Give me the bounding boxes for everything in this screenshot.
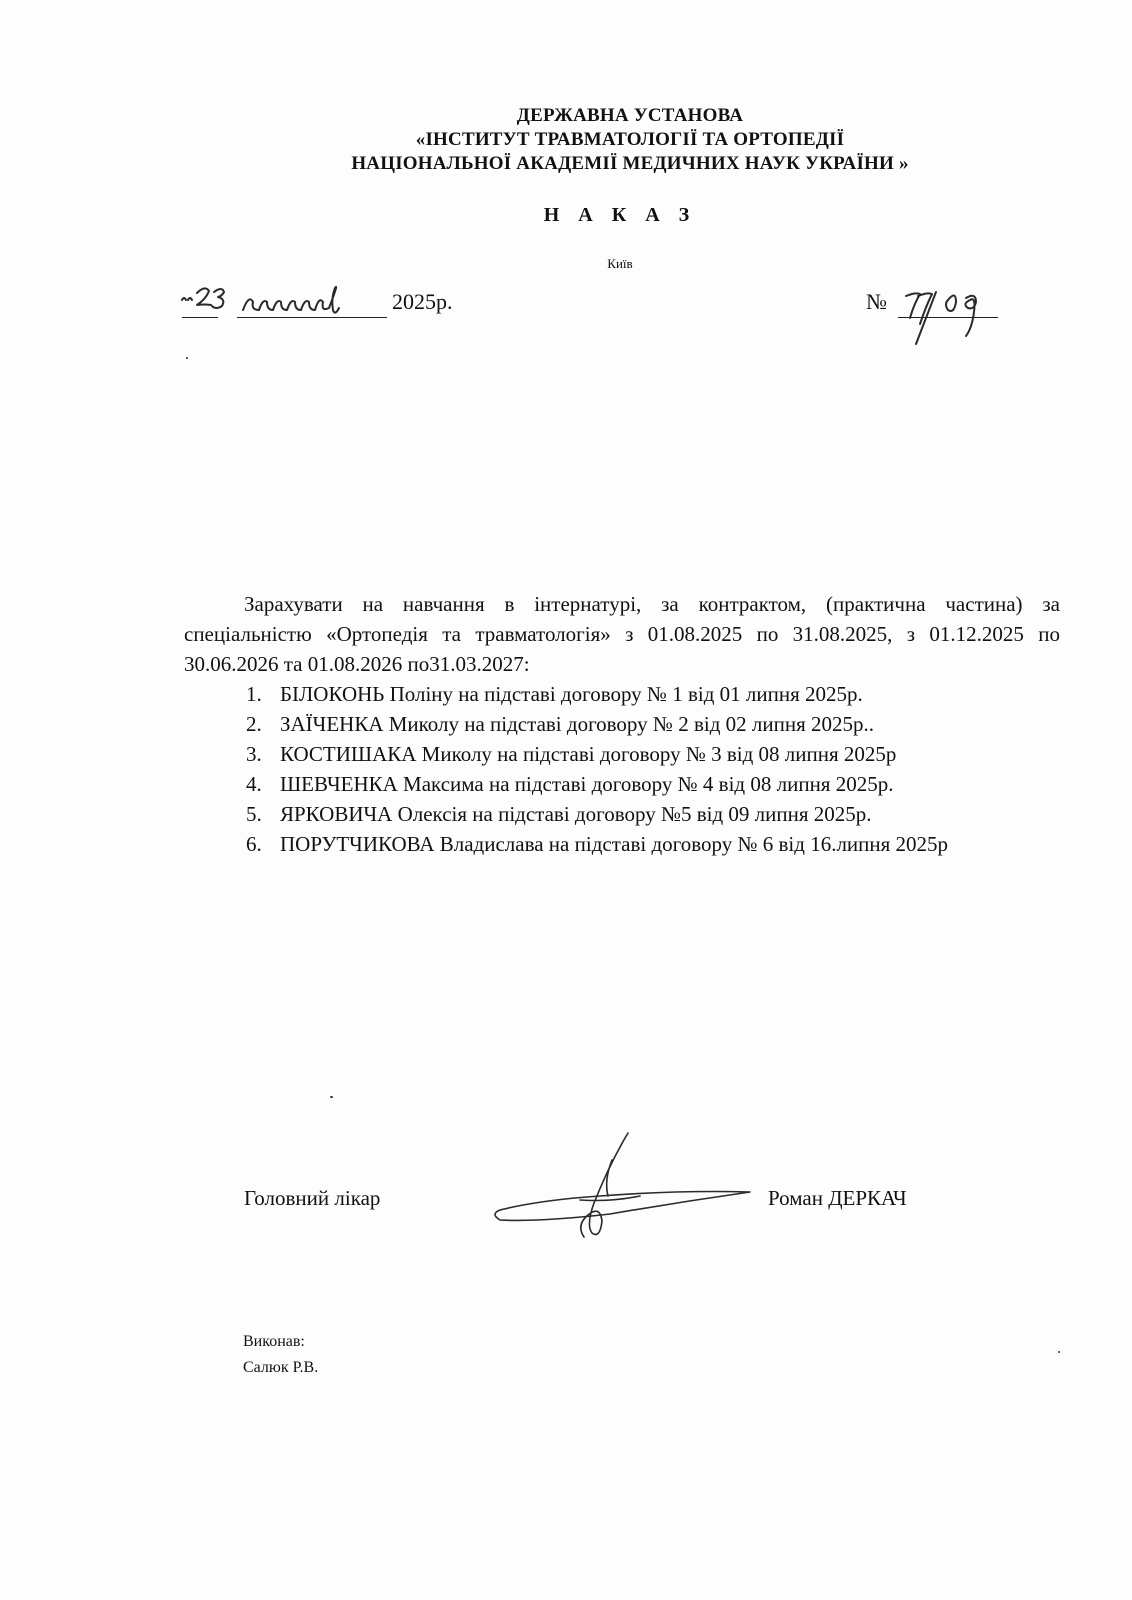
list-item — [184, 799, 1060, 829]
header-line-2: «ІНСТИТУТ ТРАВМАТОЛОГІЇ ТА ОРТОПЕДІЇ — [415, 129, 845, 150]
date-year: 2025р. — [392, 289, 453, 314]
scan-speck — [330, 1096, 333, 1098]
order-title: Н А К А З — [543, 204, 697, 226]
list-item-text: ШЕВЧЕНКА Максима на підставі договору № 4 від 08 липня 2025р. — [280, 772, 894, 796]
list-item — [184, 769, 1060, 799]
list-item-text: ПОРУТЧИКОВА Владислава на підставі договору № 6 від 16.липня 2025р — [280, 832, 949, 856]
list-item-number: 3. — [246, 742, 262, 766]
list-item — [184, 829, 1060, 859]
list-item-text: ЯРКОВИЧА Олексія на підставі договору №5 від 09 липня 2025р. — [280, 802, 872, 826]
order-city: Київ — [607, 256, 633, 271]
order-number-sign: № — [866, 289, 887, 314]
list-item-text: БІЛОКОНЬ Поліну на підставі договору № 1 від 01 липня 2025р. — [280, 682, 863, 706]
list-item — [184, 739, 1060, 769]
list-item — [184, 709, 1060, 739]
handwritten-date-number — [0, 0, 1132, 400]
list-item-number: 1. — [246, 682, 262, 706]
list-item-number: 4. — [246, 772, 262, 796]
header-line-1: ДЕРЖАВНА УСТАНОВА — [516, 105, 744, 126]
header-line-3: НАЦІОНАЛЬНОЇ АКАДЕМІЇ МЕДИЧНИХ НАУК УКРАЇНИ » — [351, 153, 909, 174]
executor-label: Виконав: — [243, 1333, 305, 1350]
handwritten-number — [906, 292, 976, 344]
list-item-number: 5. — [246, 802, 262, 826]
scan-speck — [1058, 1351, 1060, 1353]
scan-speck — [186, 357, 188, 359]
enrollment-list — [184, 679, 1060, 859]
list-item-number: 6. — [246, 832, 262, 856]
list-item-text: ЗАЇЧЕНКА Миколу на підставі договору № 2 від 02 липня 2025р.. — [280, 712, 874, 736]
list-item-number: 2. — [246, 712, 262, 736]
signer-position: Головний лікар — [244, 1186, 381, 1210]
handwritten-day — [182, 288, 224, 308]
order-body — [184, 589, 1060, 859]
signer-name: Роман ДЕРКАЧ — [768, 1186, 907, 1210]
executor-block — [243, 1329, 318, 1381]
signature-block — [244, 1186, 964, 1246]
handwritten-month — [243, 287, 339, 313]
executor-name: Салюк Р.В. — [243, 1359, 319, 1376]
list-item — [184, 679, 1060, 709]
list-item-text: КОСТИШАКА Миколу на підставі договору № 3 від 08 липня 2025р — [280, 742, 897, 766]
order-intro: Зарахувати на навчання в інтернатурі, за контрактом, (практична частина) за спеціальністю «Ортопедія та травматологія» з 01.08.2025 по 31.08.2025, з 01.12.2025 по 30.06.2026 та 01.08.2026 по31.03.2027: — [184, 592, 1060, 676]
